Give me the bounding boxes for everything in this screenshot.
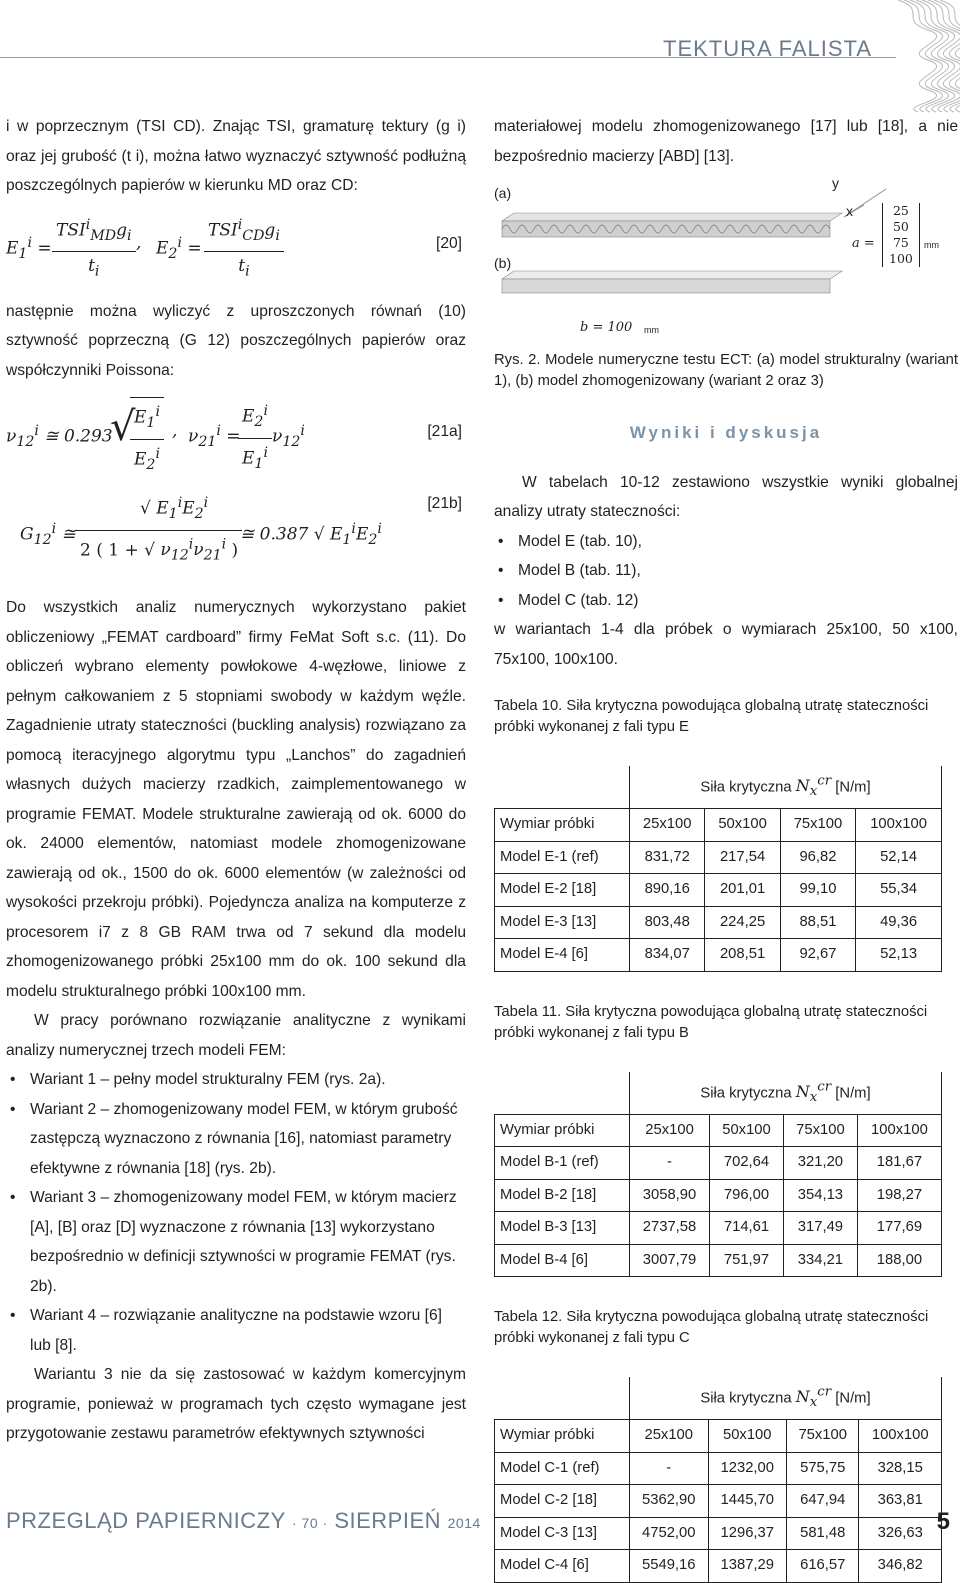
paragraph-methods: Do wszystkich analiz numerycznych wykorzystano pakiet obliczeniowy „FEMAT cardboard” firmy FeMat Soft s.c. (11). Do obliczeń wybrano elementy powłokowe 4-węzłowe, liniowe z pełnym całkowaniem z 5 stopniami swobody w każdym węźle. Zagadnienie utraty stateczności (buckling analysis) rozwiązano za pomocą iteracyjnego algorytmu typu „Lanchos” do zagadnień własnych dużych macierzy rzadkich, zaimplementowanego w programie FEMAT. Modele strukturalne zawierają od ok. 6000 do ok. 24000 elementów, natomiast modele zhomogenizowane zawierają od ok., 1500 do ok. 6000 elementów (w zależności od wysokości przekroju próbki). Pojedyncza analiza na komputerze z procesorem i7 z 8 GB RAM trwa od 7 sekund dla modelu zhomogenizowanego próbki 25x100 mm do ok. 100 sekund dla modelu strukturalnego próbki 100x100 mm.: [6, 599, 466, 1000]
model-item: • Model E (tab. 10),: [494, 527, 958, 557]
axis-x-label: x: [846, 203, 853, 219]
table-row: Model E-4 [6] 834,07 208,51 92,67 52,13: [495, 939, 942, 972]
table-10-force-header: Siła krytyczna $N_x^{cr}$ [N/m]: [630, 766, 942, 809]
table-row: Wymiar próbki 25x100 50x100 75x100 100x100: [495, 1114, 942, 1147]
variant-item: • Wariant 4 – rozwiązanie analityczne na podstawie wzoru [6] lub [8].: [6, 1301, 466, 1360]
table-row: Model E-3 [13] 803,48 224,25 88,51 49,36: [495, 906, 942, 939]
left-column: [6, 112, 466, 1449]
equation-21b-constant: 0.387: [259, 524, 309, 545]
table-row: Wymiar próbki 25x100 50x100 75x100 100x100: [495, 809, 942, 842]
table-11: [494, 1072, 942, 1278]
right-column: [494, 112, 958, 1583]
table-row: Model B-2 [18] 3058,90 796,00 354,13 198,27: [495, 1179, 942, 1212]
table-row: Model B-1 (ref) - 702,64 321,20 181,67: [495, 1147, 942, 1180]
section-title-results: Wyniki i dyskusja: [629, 423, 823, 442]
dimension-b-unit: mm: [644, 325, 659, 335]
dimension-a-values: 25 50 75 100: [882, 203, 920, 267]
table-10-caption: Tabela 10. Siła krytyczna powodująca globalną utratę stateczności próbki wykonanej z fali typu E: [494, 698, 929, 735]
page-number: 5: [936, 1508, 950, 1535]
table-row: Model C-2 [18] 5362,90 1445,70 647,94 363,81: [495, 1485, 942, 1518]
figure-label-b: (b): [494, 255, 512, 271]
variant-item: • Wariant 2 – zhomogenizowany model FEM, w którym grubość zastępczą wyznaczono z równania [16], natomiast parametry efektywne z równania [18] (rys. 2b).: [6, 1095, 466, 1184]
equation-20: $E_1^i$ = $TSI^i_{MD}g_i$ $t_i$ , $E_2^i$ = $TSI^i_{CD}g_i$ $t_i$ [20]: [6, 211, 466, 291]
equation-21a: $\nu_{12}^i$ ≅ 0.293 √ $\frac{E_1^i}{E_2^i}$ , $\nu_{21}^i$ = $\frac{E_2^i}{E_1^i}$ $\nu_{12}^i$ [21a]: [6, 393, 466, 481]
table-12-force-header: Siła krytyczna $N_x^{cr}$ [N/m]: [630, 1377, 942, 1420]
dimension-b-label: b = 100: [580, 320, 633, 335]
paragraph-continuation: materiałowej modelu zhomogenizowanego [17] lub [18], a nie bezpośrednio macierzy [ABD] [13].: [494, 118, 958, 165]
paragraph-shear: następnie można wyliczyć z uproszczonych równań (10) sztywność poprzeczną (G 12) poszczególnych papierów oraz współczynniki Poissona:: [6, 302, 466, 379]
wave-decoration-icon: [888, 0, 960, 112]
variant-item: • Wariant 1 – pełny model strukturalny FEM (rys. 2a).: [6, 1065, 466, 1095]
table-row: Model E-1 (ref) 831,72 217,54 96,82 52,14: [495, 841, 942, 874]
table-row: Model E-2 [18] 890,16 201,01 99,10 55,34: [495, 874, 942, 907]
dimension-a-unit: mm: [924, 240, 939, 250]
figure-2: [494, 175, 958, 350]
equation-21b-fraction: $\frac{√ E_1^iE_2^i}{2 ( 1 + √ \nu_{12}^i\nu_{21}^i )}$: [76, 489, 242, 571]
table-11-caption: Tabela 11. Siła krytyczna powodująca globalną utratę stateczności próbki wykonanej z fali typu B: [494, 1003, 928, 1041]
table-row: Model C-1 (ref) - 1232,00 575,75 328,15: [495, 1452, 942, 1485]
journal-footer: [6, 1508, 481, 1534]
table-row: Model C-4 [6] 5549,16 1387,29 616,57 346,82: [495, 1550, 942, 1583]
table-row: Model B-4 [6] 3007,79 751,97 334,21 188,00: [495, 1244, 942, 1277]
equation-21a-root-fraction: $\frac{E_1^i}{E_2^i}$: [130, 397, 164, 480]
journal-month: SIERPIEŃ: [334, 1508, 442, 1533]
figure-2-caption: Rys. 2. Modele numeryczne testu ECT: (a) model strukturalny (wariant 1), (b) model zhomogenizowany (wariant 2 oraz 3): [494, 352, 958, 389]
paragraph-variants-intro: W pracy porównano rozwiązanie analityczne z wynikami analizy numerycznej trzech modeli FEM:: [6, 1012, 466, 1059]
equation-21a-constant: 0.293: [63, 426, 113, 447]
journal-year: 2014: [447, 1515, 481, 1531]
axis-y-label: y: [832, 175, 839, 191]
table-row: Wymiar próbki 25x100 50x100 75x100 100x100: [495, 1420, 942, 1453]
model-item: • Model C (tab. 12): [494, 586, 958, 616]
equation-21a-fraction: $\frac{E_2^i}{E_1^i}$: [238, 397, 272, 479]
dimension-a-label: a =: [852, 236, 875, 251]
table-12: [494, 1377, 942, 1583]
equation-21a-number: [21a]: [427, 423, 462, 440]
table-row: Model C-3 [13] 4752,00 1296,37 581,48 326,63: [495, 1517, 942, 1550]
paragraph-intro: i w poprzecznym (TSI CD). Znając TSI, gramaturę tektury (g i) oraz jej grubość (t i), można łatwo wyznaczyć sztywność podłużną poszczególnych papierów w kierunku MD oraz CD:: [6, 118, 466, 194]
table-12-caption: Tabela 12. Siła krytyczna powodująca globalną utratę stateczności próbki wykonanej z fali typu C: [494, 1309, 929, 1347]
table-11-force-header: Siła krytyczna $N_x^{cr}$ [N/m]: [630, 1072, 942, 1115]
equation-21b-number: [21b]: [427, 495, 462, 512]
homogenized-model-plate: [502, 271, 842, 297]
models-list: [494, 527, 958, 616]
equation-20-fraction-cd: $TSI^i_{CD}g_i$ $t_i$: [204, 211, 284, 287]
journal-name: PRZEGLĄD PAPIERNICZY: [6, 1508, 286, 1533]
paragraph-variant3-note: Wariantu 3 nie da się zastosować w każdym komercyjnym programie, ponieważ w programach tych często wymagane jest przygotowanie zestawu parametrów efektywnych sztywności: [6, 1366, 466, 1442]
table-10: [494, 766, 942, 972]
variants-list: [6, 1065, 466, 1360]
paragraph-results: W tabelach 10-12 zestawiono wszystkie wyniki globalnej analizy utraty stateczności:: [494, 473, 958, 520]
table-row: Model B-3 [13] 2737,58 714,61 317,49 177,69: [495, 1212, 942, 1245]
equation-21b: $G_{12}^i$ ≅ $\frac{√ E_1^iE_2^i}{2 ( 1 + √ \nu_{12}^i\nu_{21}^i )}$ ≅ 0.387 √ $E_1^iE_2^i$ [21b]: [6, 485, 466, 585]
structural-model-plate: [502, 213, 842, 239]
figure-label-a: (a): [494, 185, 512, 201]
variant-item: • Wariant 3 – zhomogenizowany model FEM, w którym macierz [A], [B] oraz [D] wyznaczone z równania [13] wykorzystano bezpośrednio w definicji sztywności w programie FEMAT (rys. 2b).: [6, 1183, 466, 1301]
paragraph-sizes: w wariantach 1-4 dla próbek o wymiarach 25x100, 50 x100, 75x100, 100x100.: [494, 621, 958, 668]
section-header-title: TEKTURA FALISTA: [663, 36, 872, 61]
equation-20-number: [20]: [435, 234, 462, 252]
model-item: • Model B (tab. 11),: [494, 556, 958, 586]
journal-issue: · 70 ·: [292, 1515, 328, 1531]
equation-20-fraction-md: $TSI^i_{MD}g_i$ $t_i$: [52, 211, 136, 287]
